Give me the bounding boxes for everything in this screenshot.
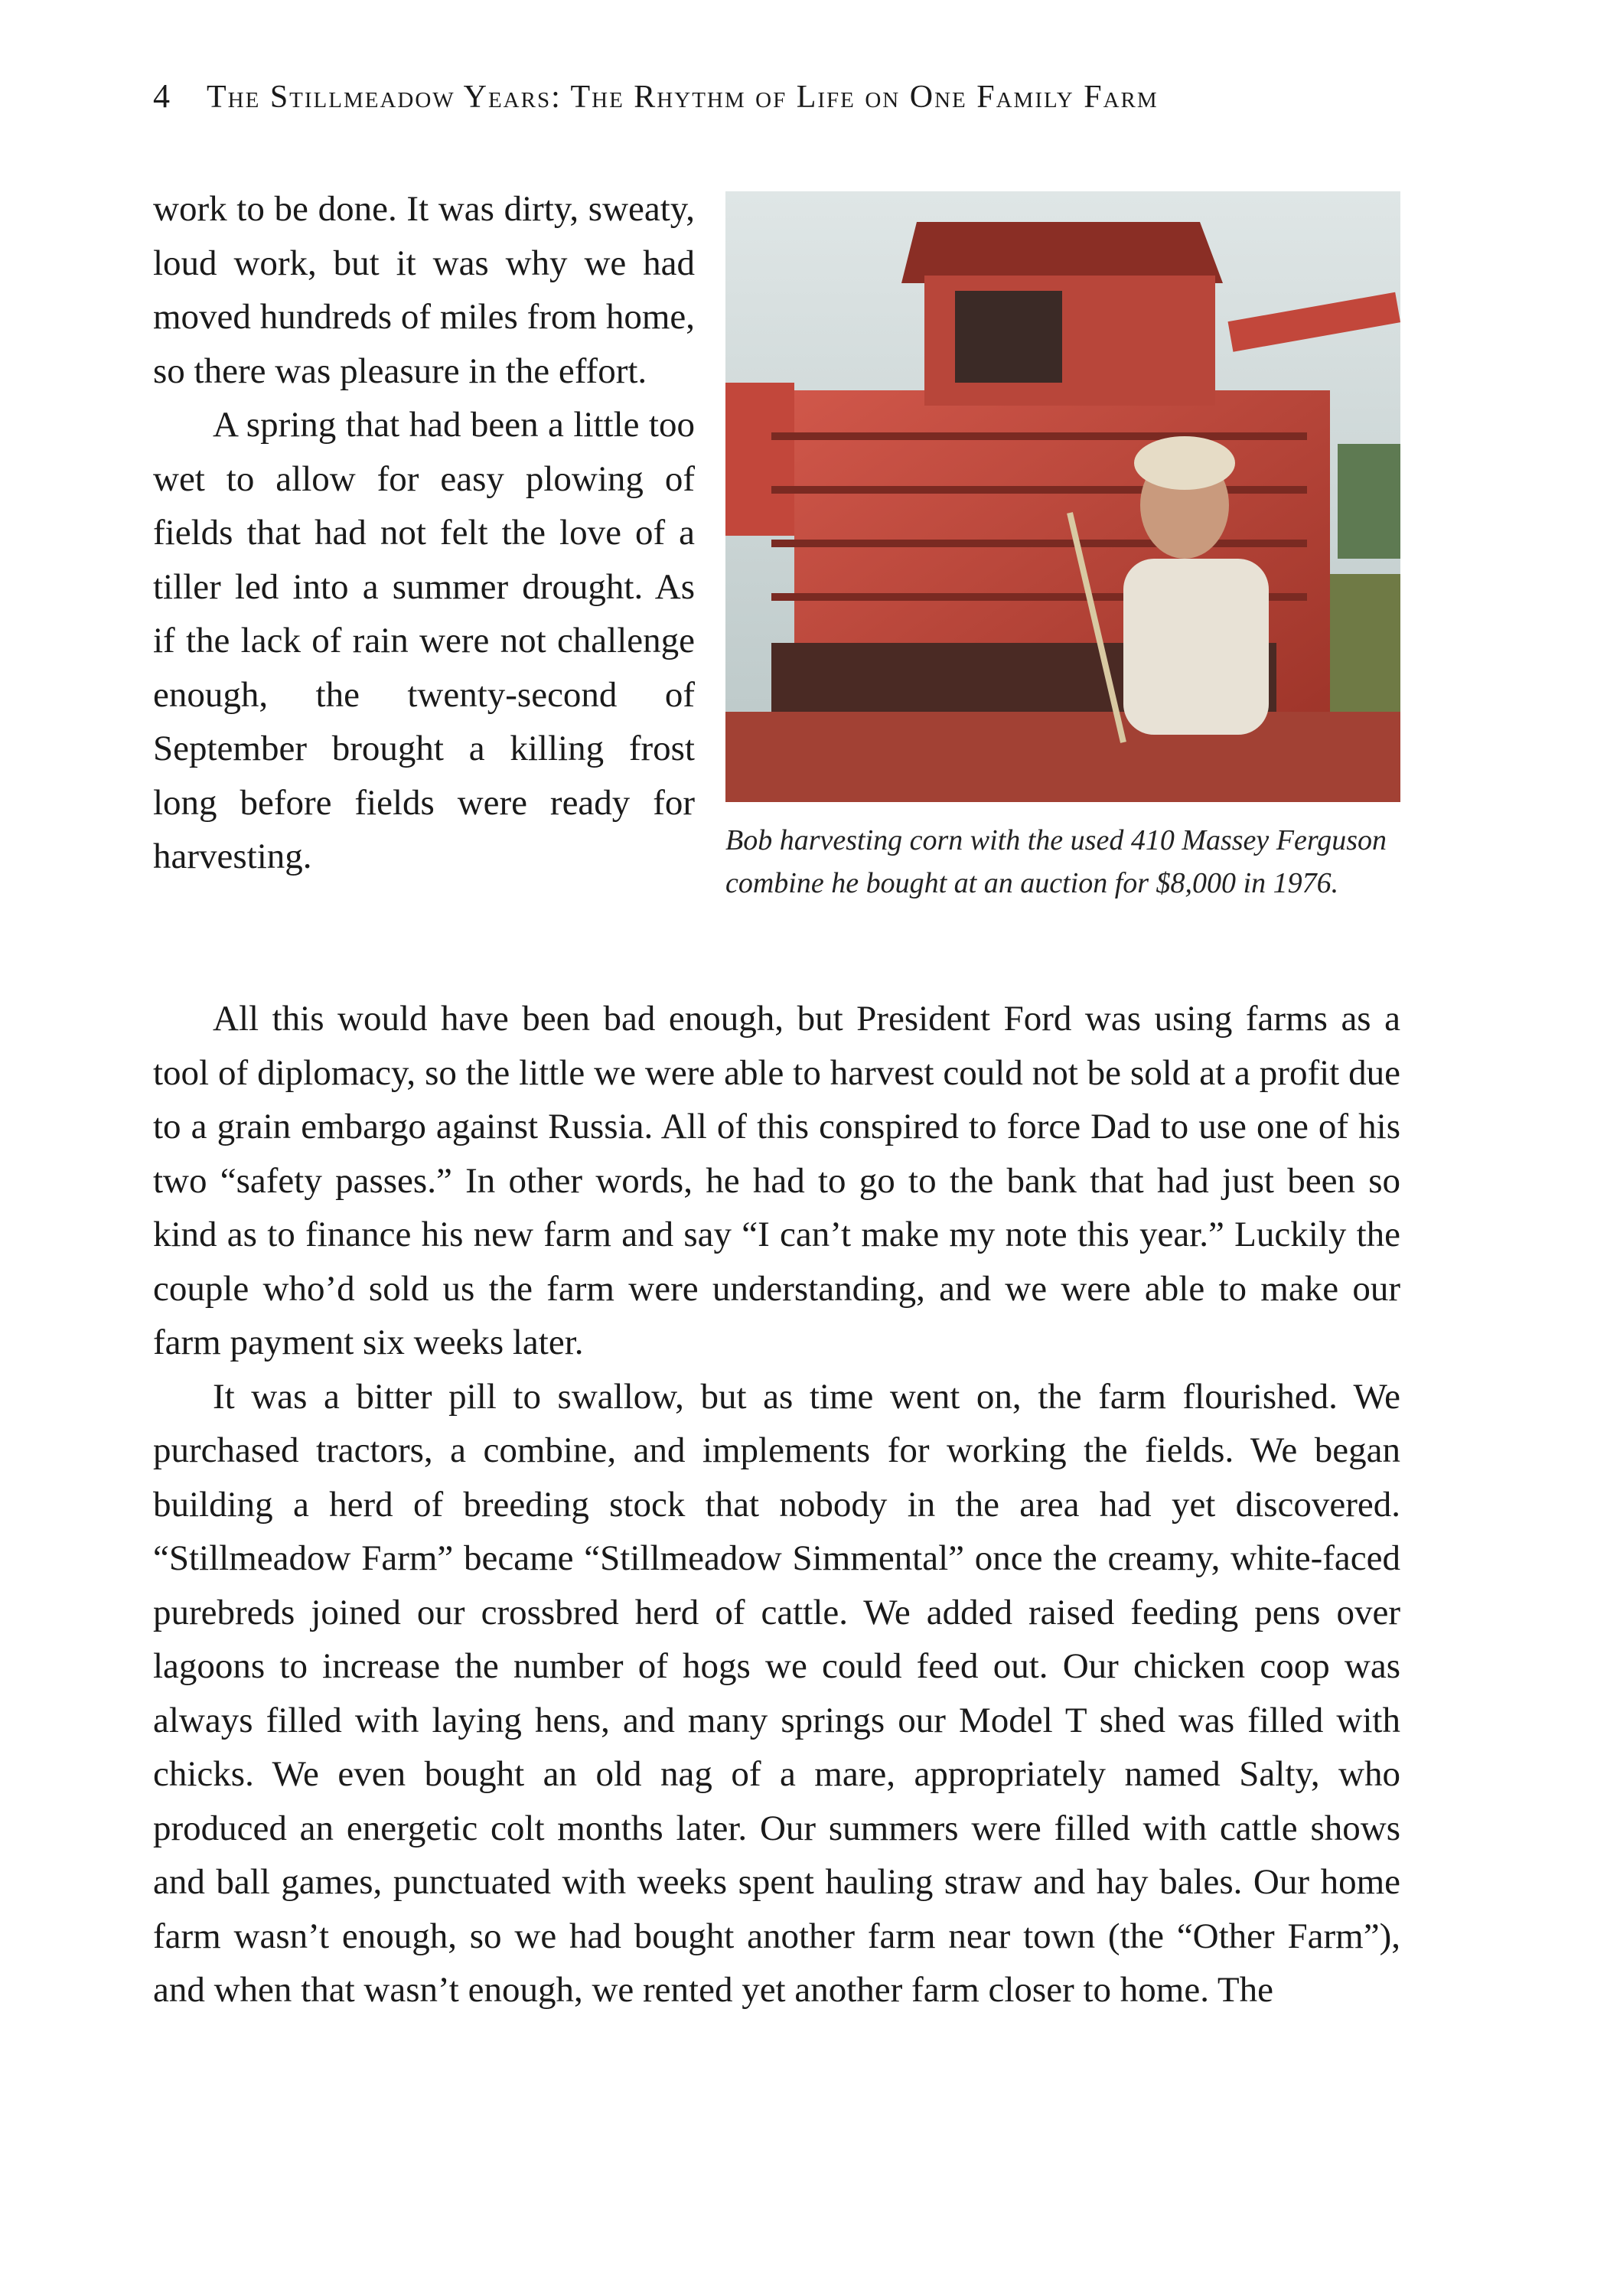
left-column-text xyxy=(153,182,695,884)
page-number: 4 xyxy=(153,77,170,115)
combine-side xyxy=(725,383,794,536)
photo-figure xyxy=(725,191,1400,905)
paragraph-2: A spring that had been a little too wet to allow for easy plowing of fields that had not felt the love of a tiller led into a summer drought. As if the lack of rain were not challenge enough, the twenty-second of September brought a killing frost long before fields were ready for harvesting. xyxy=(153,405,695,876)
wagon xyxy=(1338,444,1400,559)
foreground-hood xyxy=(725,712,1400,802)
paragraph-4: It was a bitter pill to swallow, but as time went on, the farm flourished. We purchased tractors, a combine, and implements for working the fields. We began building a herd of breeding stock that nobody in the area had yet discovered. “Stillmeadow Farm” became “Stillmeadow Simmental” once the creamy, white-faced purebreds joined our crossbred herd of cattle. We added raised feeding pens over lagoons to increase the number of hogs we could feed out. Our chicken coop was always filled with laying hens, and many springs our Model T shed was filled with chicks. We even bought an old nag of a mare, appropriately named Salty, who produced an energetic colt months later. Our summers were filled with cattle shows and ball games, punctuated with weeks spent hauling straw and hay bales. Our home farm wasn’t enough, so we had bought another farm near town (the “Other Farm”), and when that wasn’t enough, we rented yet another farm closer to home. The xyxy=(153,1376,1400,2010)
shirt xyxy=(1123,559,1269,735)
cab-window xyxy=(955,291,1062,383)
page-header xyxy=(153,77,1469,122)
photo-caption: Bob harvesting corn with the used 410 Massey Ferguson combine he bought at an auction for $8,000 in 1976. xyxy=(725,824,1387,899)
running-head: The Stillmeadow Years: The Rhythm of Life on One Family Farm xyxy=(207,80,1159,115)
combine-photo xyxy=(725,191,1400,802)
paragraph-3: All this would have been bad enough, but President Ford was using farms as a tool of diplomacy, so the little we were able to harvest could not be sold at a profit due to a grain embargo against Russia. All of this conspired to force Dad to use one of his two “safety passes.” In other words, he had to go to the bank that had just been so kind as to finance his new farm and say “I can’t make my note this year.” Luckily the couple who’d sold us the farm were understanding, and we were able to make our farm payment six weeks later. xyxy=(153,999,1400,1362)
paragraph-1: work to be done. It was dirty, sweaty, loud work, but it was why we had moved hundreds of miles from home, so there was pleasure in the effort. xyxy=(153,189,695,391)
cap xyxy=(1134,436,1235,490)
cab-roof xyxy=(901,222,1223,283)
full-width-text xyxy=(153,992,1400,2017)
